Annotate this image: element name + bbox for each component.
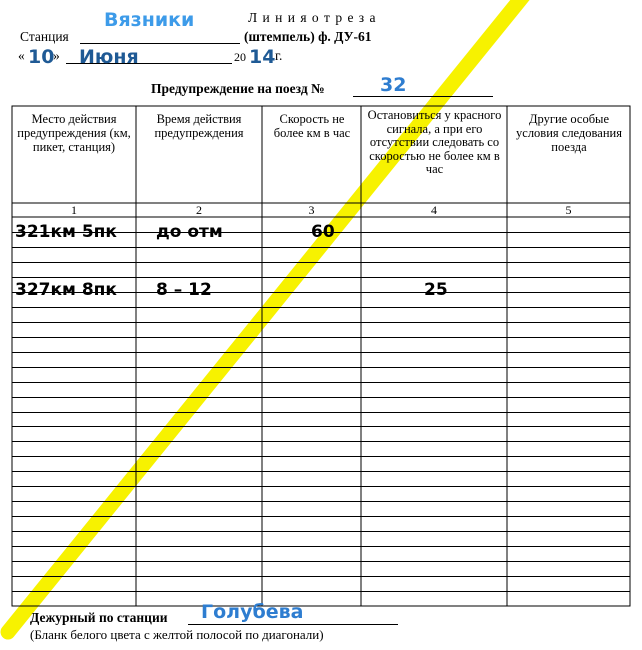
column-number-3: 3 [308,203,315,217]
header-stop: Остановиться у красного сигнала, а при его отсутствии следовать со скоростью не более км в час [367,108,502,176]
station-label: Станция [20,29,69,44]
date-year-suffix: 14 [249,46,276,68]
stamp-form: (штемпель) ф. ДУ-61 [244,29,372,44]
form-note: (Бланк белого цвета с желтой полосой по диагонали) [30,627,324,642]
entry-2-time: 8 – 12 [156,280,212,300]
duty-underline [188,624,398,625]
warning-label: Предупреждение на поезд № [151,81,325,96]
entry-1-place: 321км 5пк [15,222,117,242]
line-title: Л и н и я о т р е з а [248,10,377,25]
header-time: Время действия предупреждения [154,112,244,140]
header-other: Другие особые условия следования поезда [516,112,622,154]
column-number-4: 4 [431,203,437,217]
duty-officer-name: Голубева [201,601,304,623]
train-number: 32 [380,74,407,96]
header-speed: Скорость не более км в час [273,112,351,140]
entry-1-time: до отм [156,222,223,242]
date-month: Июня [79,46,139,68]
column-number-2: 2 [196,203,202,217]
header-place: Место действия предупреждения (км, пикет, станция) [17,112,131,154]
column-number-1: 1 [71,203,77,217]
date-year-unit: г. [275,48,283,63]
date-year-prefix: 20 [234,50,246,64]
date-day: 10 [28,46,55,68]
date-close-quote: » [53,48,60,63]
entry-2-place: 327км 8пк [15,280,117,300]
entry-2-stop-speed: 25 [424,280,448,300]
entry-1-speed: 60 [311,222,335,242]
station-name: Вязники [104,9,195,31]
date-open-quote: « [18,48,25,63]
column-number-5: 5 [565,203,572,217]
duty-label: Дежурный по станции [30,610,168,625]
